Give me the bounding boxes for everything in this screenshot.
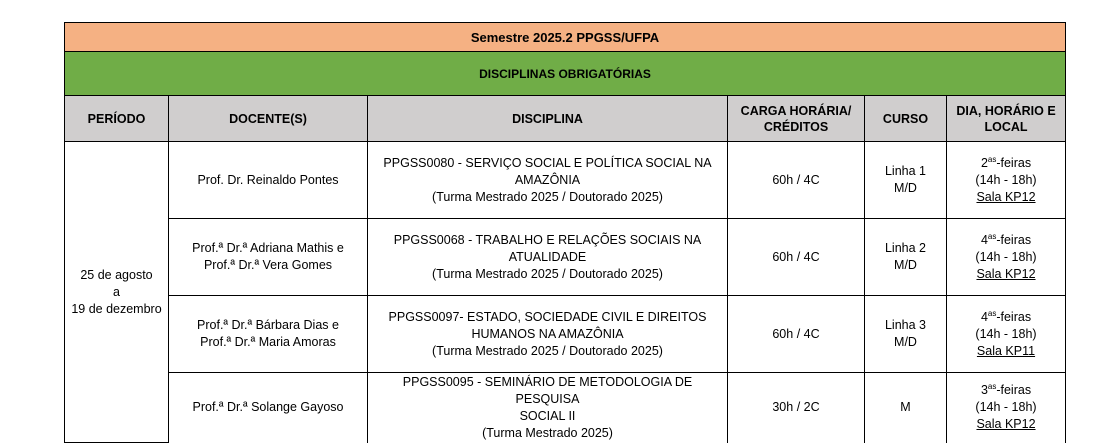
horario: (14h - 18h) — [975, 172, 1037, 187]
dia-cell — [947, 142, 1066, 219]
dia-cell — [947, 219, 1066, 296]
disciplina-line2: AMAZÔNIA — [514, 172, 581, 187]
header-row — [65, 96, 1066, 142]
curso-nivel: M/D — [894, 335, 917, 349]
dia-num: 2 — [980, 155, 988, 170]
curso-linha: M — [900, 400, 911, 415]
docente-name: Prof.ª Dr.ª Solange Gayoso — [192, 400, 344, 415]
dia-num: 3 — [980, 383, 988, 398]
sala: Sala KP12 — [976, 417, 1036, 432]
periodo-sep: a — [113, 284, 120, 299]
dia-sup: as — [987, 231, 997, 241]
header-dia-line2: LOCAL — [984, 119, 1028, 134]
disciplina-turma: (Turma Mestrado 2025) — [482, 425, 613, 440]
disciplina-cell — [368, 373, 728, 443]
disciplina-line2: ATUALIDADE — [508, 249, 587, 264]
disciplina-line1: PPGSS0080 - SERVIÇO SOCIAL E POLÍTICA SOCIAL NA — [383, 155, 712, 170]
curso-cell — [865, 219, 947, 296]
disciplina-turma: (Turma Mestrado 2025 / Doutorado 2025) — [432, 189, 663, 204]
docente-cell — [169, 296, 368, 373]
docente-name: Prof. Dr. Reinaldo Pontes — [197, 172, 339, 187]
header-dia-line1: DIA, HORÁRIO E — [956, 103, 1056, 118]
dia-cell — [947, 373, 1066, 443]
dia-semana — [951, 309, 1061, 326]
curso-cell — [865, 296, 947, 373]
disciplina-line2: SOCIAL II — [519, 408, 576, 423]
curso-linha: Linha 3 — [884, 318, 926, 332]
dia-sup: as — [987, 154, 997, 164]
sala: Sala KP12 — [976, 266, 1036, 281]
curso-linha: Linha 1 — [884, 164, 926, 178]
disciplina-cell — [368, 296, 728, 373]
disciplina-line1: PPGSS0068 - TRABALHO E RELAÇÕES SOCIAIS NA — [393, 232, 702, 247]
disciplina-cell — [368, 142, 728, 219]
docente-name-2: Prof.ª Dr.ª Maria Amoras — [200, 335, 336, 349]
header-curso: CURSO — [865, 96, 947, 142]
semester-title: Semestre 2025.2 PPGSS/UFPA — [65, 23, 1066, 52]
header-dia — [947, 96, 1066, 142]
curso-nivel: M/D — [894, 258, 917, 272]
docente-cell — [169, 142, 368, 219]
header-disciplina: DISCIPLINA — [368, 96, 728, 142]
horario: (14h - 18h) — [975, 400, 1037, 415]
table-row — [65, 219, 1066, 296]
disciplina-line1: PPGSS0095 - SEMINÁRIO DE METODOLOGIA DE PESQUISA — [402, 374, 693, 406]
horario: (14h - 18h) — [975, 326, 1037, 341]
disciplina-line1: PPGSS0097- ESTADO, SOCIEDADE CIVIL E DIREITOS — [388, 309, 707, 324]
periodo-end: 19 de dezembro — [71, 301, 162, 316]
dia-semana — [951, 382, 1061, 399]
dia-semana — [951, 232, 1061, 249]
disciplina-turma: (Turma Mestrado 2025 / Doutorado 2025) — [432, 266, 663, 281]
docente-cell — [169, 373, 368, 443]
horario: (14h - 18h) — [975, 249, 1037, 264]
curso-cell — [865, 373, 947, 443]
dia-text: -feiras — [996, 309, 1032, 324]
header-carga-line2: CRÉDITOS — [763, 119, 829, 134]
header-docentes: DOCENTE(S) — [169, 96, 368, 142]
section-title: DISCIPLINAS OBRIGATÓRIAS — [65, 52, 1066, 96]
header-periodo: PERÍODO — [65, 96, 169, 142]
dia-num: 4 — [980, 232, 988, 247]
dia-semana — [951, 155, 1061, 172]
table-row — [65, 142, 1066, 219]
subtitle-row — [65, 52, 1066, 96]
curso-cell — [865, 142, 947, 219]
schedule-table — [64, 22, 1066, 443]
sala: Sala KP11 — [976, 343, 1036, 358]
periodo-start: 25 de agosto — [80, 267, 153, 282]
dia-text: -feiras — [996, 383, 1032, 398]
curso-linha: Linha 2 — [884, 241, 926, 255]
table-row — [65, 296, 1066, 373]
periodo-cell — [65, 142, 169, 443]
docente-cell — [169, 219, 368, 296]
carga-cell: 60h / 4C — [728, 219, 865, 296]
dia-text: -feiras — [996, 232, 1032, 247]
title-row — [65, 23, 1066, 52]
sala: Sala KP12 — [976, 189, 1036, 204]
header-carga-line1: CARGA HORÁRIA/ — [740, 103, 852, 118]
disciplina-line2: HUMANOS NA AMAZÔNIA — [471, 326, 624, 341]
disciplina-cell — [368, 219, 728, 296]
disciplina-turma: (Turma Mestrado 2025 / Doutorado 2025) — [432, 343, 663, 358]
table-row — [65, 373, 1066, 443]
docente-name: Prof.ª Dr.ª Bárbara Dias e — [197, 318, 339, 332]
dia-sup: as — [987, 382, 997, 392]
dia-sup: as — [987, 308, 997, 318]
dia-num: 4 — [980, 309, 988, 324]
docente-name-2: Prof.ª Dr.ª Vera Gomes — [203, 258, 333, 272]
carga-cell: 60h / 4C — [728, 296, 865, 373]
carga-cell: 60h / 4C — [728, 142, 865, 219]
carga-cell: 30h / 2C — [728, 373, 865, 443]
curso-nivel: M/D — [894, 181, 917, 195]
header-carga — [728, 96, 865, 142]
docente-name: Prof.ª Dr.ª Adriana Mathis e — [192, 241, 344, 255]
dia-text: -feiras — [996, 155, 1032, 170]
dia-cell — [947, 296, 1066, 373]
